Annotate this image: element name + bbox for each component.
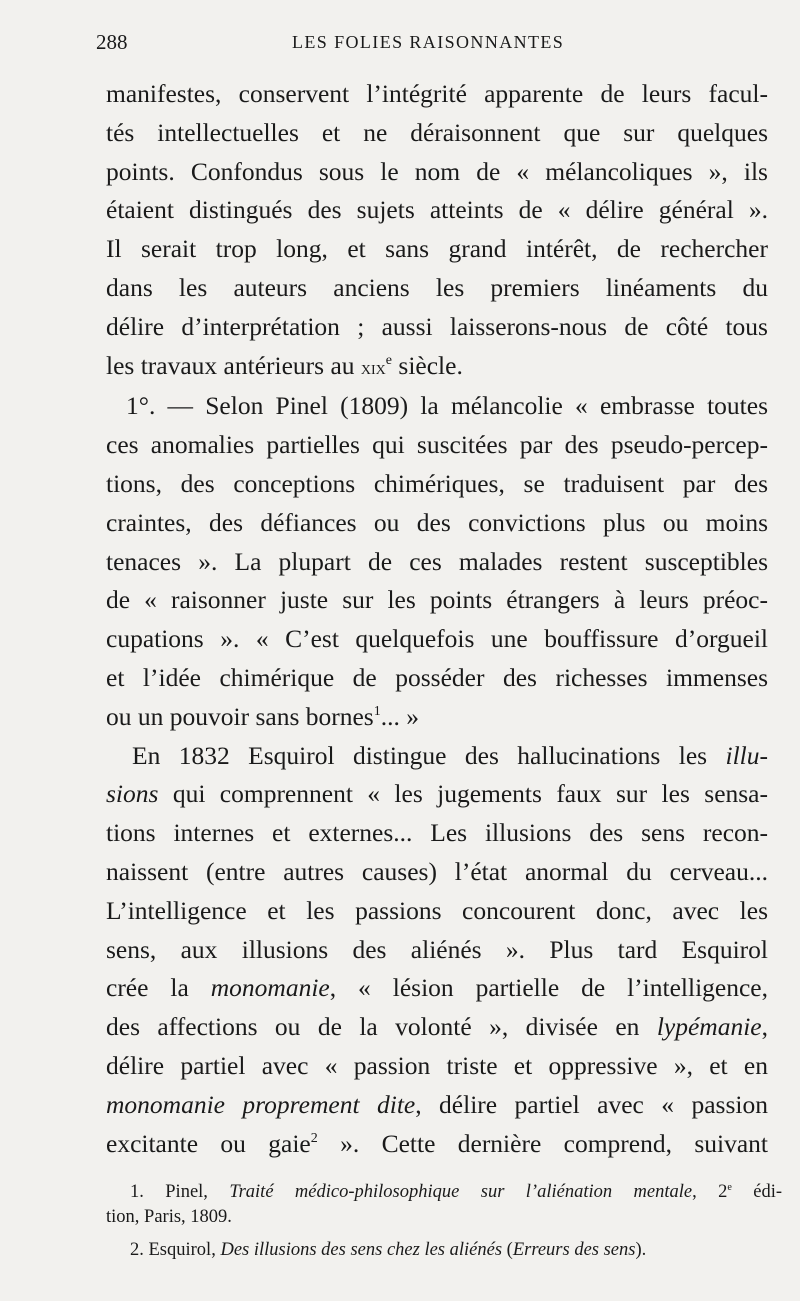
text-line: sens, aux illusions des aliénés ». Plus tard Esquirol <box>106 934 768 964</box>
text-line: cupations ». « C’est quelquefois une bouffissure d’orgueil <box>106 624 768 654</box>
text-line: les travaux antérieurs au xix$^e$ siècle. <box>106 350 463 380</box>
text-line: étaient distingués des sujets atteints de « délire général ». <box>106 195 768 225</box>
running-title: LES FOLIES RAISONNANTES <box>292 32 565 52</box>
text-line: naissent (entre autres causes) l’état anormal du cerveau... <box>106 856 768 886</box>
paragraph-pinel: 1°. — Selon Pinel (1809) la mélancolie « embrasse toutes <box>126 391 768 421</box>
text-line: dans les auteurs anciens les premiers linéaments du <box>106 272 768 302</box>
text-line: manifestes, conservent l’intégrité apparente de leurs facul- <box>106 79 768 108</box>
text-line: excitante ou gaie$^2$ ». Cette dernière comprend, suivant <box>106 1128 768 1158</box>
footnote-2: 2. Esquirol, Des illusions des sens chez les aliénés (Erreurs des sens). <box>130 1240 647 1260</box>
text-line: tions internes et externes... Les illusions des sens recon- <box>106 818 768 848</box>
text-line: ou un pouvoir sans bornes$^1$... » <box>106 701 419 731</box>
text-line: craintes, des défiances ou des convictions plus ou moins <box>106 507 768 537</box>
text-line: monomanie proprement dite, délire partiel avec « passion <box>106 1089 768 1119</box>
century-numeral: xix <box>360 356 386 379</box>
text-line: L’intelligence et les passions concourent donc, avec les <box>106 895 768 925</box>
text-line: de « raisonner juste sur les points étrangers à leurs préoc- <box>106 585 768 615</box>
footnote-ref-2: 2 <box>310 1130 318 1146</box>
page-header <box>96 30 786 60</box>
text-line: Il serait trop long, et sans grand intérêt, de rechercher <box>106 234 768 264</box>
text-line: points. Confondus sous le nom de « mélancoliques », ils <box>106 156 768 186</box>
page-number: 288 <box>96 30 128 54</box>
text-line: délire d’interprétation ; aussi laisserons-nous de côté tous <box>106 311 768 341</box>
footnote-ref-1: 1 <box>373 703 381 719</box>
text-line: délire partiel avec « passion triste et oppressive », et en <box>106 1050 768 1080</box>
text-line: et l’idée chimérique de posséder des richesses immenses <box>106 662 768 692</box>
main-text <box>106 75 768 1163</box>
footnotes <box>106 1180 782 1263</box>
paragraph-esquirol: En 1832 Esquirol distingue des hallucinations les illu- <box>132 740 768 770</box>
text-line: tenaces ». La plupart de ces malades restent susceptibles <box>106 546 768 576</box>
text-line: des affections ou de la volonté », divisée en lypémanie, <box>106 1012 768 1042</box>
footnote-1-cont: tion, Paris, 1809. <box>106 1207 232 1227</box>
text-line: ces anomalies partielles qui suscitées par des pseudo-percep- <box>106 430 768 460</box>
text-line: crée la monomanie, « lésion partielle de l’intelligence, <box>106 973 768 1003</box>
text-line: tions, des conceptions chimériques, se traduisent par des <box>106 468 768 498</box>
text-line: tés intellectuelles et ne déraisonnent que sur quelques <box>106 117 768 147</box>
text-line: sions qui comprennent « les jugements faux sur les sensa- <box>106 779 768 809</box>
footnote-1: 1. Pinel, Traité médico-philosophique sur l’aliénation mentale, 2e édi- <box>130 1181 783 1202</box>
